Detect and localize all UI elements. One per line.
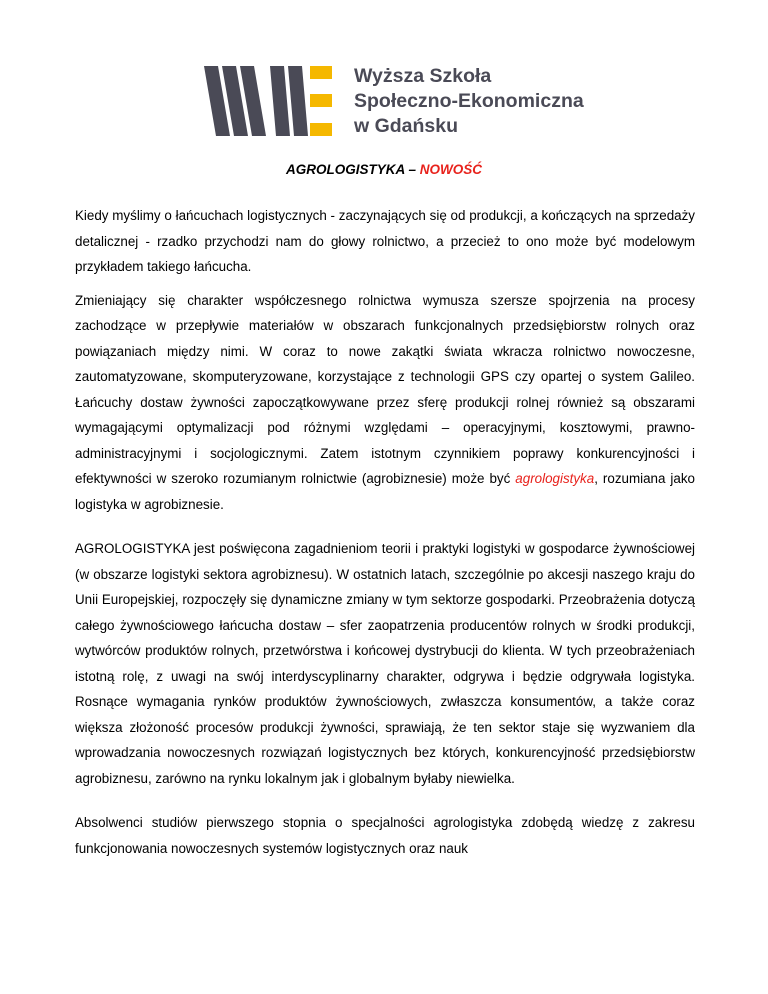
paragraph-1: Kiedy myślimy o łańcuchach logistycznych - zaczynających się od produkcji, a kończących na sprzedaży detalicznej - rzadko przychodzi nam do głowy rolnictwo, a przecież to ono może być modelowym przykładem takiego łańcucha. [75, 208, 695, 274]
page-title [0, 162, 768, 177]
logo-line-3: w Gdańsku [354, 114, 459, 137]
paragraph-3: AGROLOGISTYKA jest poświęcona zagadnieniom teorii i praktyki logistyki w gospodarce żywnościowej (w obszarze logistyki sektora agrobiznesu). W ostatnich latach, szczególnie po akcesji naszego kraju do Unii Europejskiej, rozpoczęły się dynamiczne zmiany w tym sektorze gospodarki. Przeobrażenia dotyczą całego żywnościowego łańcucha dostaw – sfer zaopatrzenia producentów rolnych w środki produkcji, wytwórców produktów rolnych, przetwórstwa i końcowej dystrybucji do klienta. W tych przeobrażeniach istotną rolę, z uwagi na swój interdyscyplinarny charakter, odgrywa i będzie odgrywała logistyka. Rosnące wymagania rynków produktów żywnościowych, zwłaszcza konsumentów, a także coraz większa złożoność procesów produkcji żywności, sprawiają, że ten sektor staje się wyzwaniem dla wprowadzania nowoczesnych rozwiązań logistycznych bez których, konkurencyjność przedsiębiorstw agrobiznesu, zarówno na rynku lokalnym jak i globalnym byłaby niewielka. [75, 541, 695, 786]
paragraph-2 [75, 288, 695, 518]
agrologistyka-highlight: agrologistyka [515, 471, 595, 486]
paragraph-2-end: , rozumiana jako logistyka w agrobiznesie. [75, 471, 695, 512]
logo-text [354, 64, 584, 139]
wsse-logo-icon [204, 66, 332, 136]
logo-line-1: Wyższa Szkoła [354, 64, 492, 87]
document-body [75, 203, 695, 869]
school-logo [204, 62, 584, 140]
title-main: AGROLOGISTYKA – [285, 162, 420, 177]
paragraph-4: Absolwenci studiów pierwszego stopnia o specjalności agrologistyka zdobędą wiedzę z zakresu funkcjonowania nowoczesnych systemów logistycznych oraz nauk [75, 815, 695, 856]
title-accent: NOWOŚĆ [419, 162, 482, 177]
logo-line-2: Społeczno-Ekonomiczna [354, 89, 584, 112]
paragraph-2-text: Zmieniający się charakter współczesnego rolnictwa wymusza szersze spojrzenia na procesy zachodzące w przepływie materiałów w obszarach funkcjonalnych przedsiębiorstw rolnych oraz powiązaniach między nimi. W coraz to nowe zakątki świata wkracza rolnictwo nowoczesne, zautomatyzowane, skomputeryzowane, korzystające z technologii GPS czy opartej o system Galileo. Łańcuchy dostaw żywności zapoczątkowywane przez sferę produkcji rolnej również są obszarami wymagającymi optymalizacji pod różnymi względami – operacyjnymi, kosztowymi, prawno-administracyjnymi i socjologicznymi. Zatem istotnym czynnikiem poprawy konkurencyjności i efektywności w szeroko rozumianym rolnictwie (agrobiznesie) może być [75, 292, 695, 486]
